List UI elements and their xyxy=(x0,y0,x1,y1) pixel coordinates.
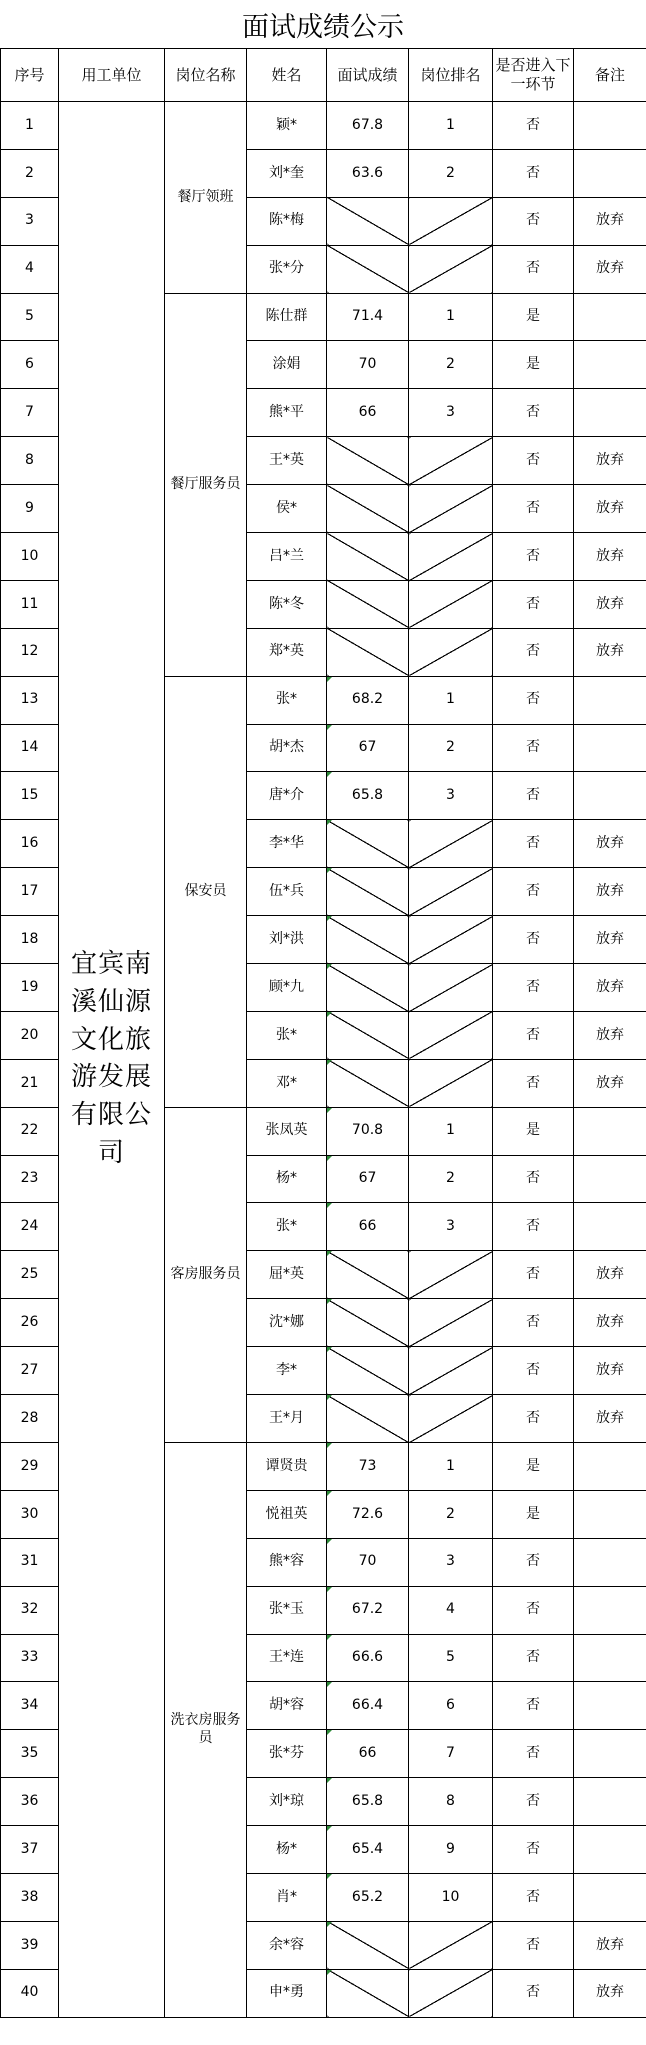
cell-score: 70 xyxy=(327,341,409,389)
cell-no: 39 xyxy=(1,1921,59,1969)
cell-next-step: 否 xyxy=(493,1538,574,1586)
cell-name: 胡*杰 xyxy=(247,724,327,772)
cell-next-step: 否 xyxy=(493,1059,574,1107)
cell-next-step: 否 xyxy=(493,149,574,197)
cell-note xyxy=(574,1442,646,1490)
cell-name: 张*玉 xyxy=(247,1586,327,1634)
cell-score xyxy=(327,437,409,485)
cell-name: 张* xyxy=(247,676,327,724)
cell-no: 5 xyxy=(1,293,59,341)
cell-no: 11 xyxy=(1,580,59,628)
cell-score xyxy=(327,1921,409,1969)
cell-rank xyxy=(409,1969,493,2017)
cell-score: 67 xyxy=(327,1155,409,1203)
cell-next-step: 否 xyxy=(493,1969,574,2017)
cell-score: 66 xyxy=(327,1203,409,1251)
cell-rank: 7 xyxy=(409,1730,493,1778)
cell-next-step: 是 xyxy=(493,341,574,389)
results-table xyxy=(0,48,646,2018)
cell-no: 16 xyxy=(1,820,59,868)
cell-no: 25 xyxy=(1,1251,59,1299)
cell-no: 35 xyxy=(1,1730,59,1778)
cell-rank: 3 xyxy=(409,772,493,820)
cell-score: 66.6 xyxy=(327,1634,409,1682)
cell-next-step: 否 xyxy=(493,102,574,150)
cell-next-step: 否 xyxy=(493,1011,574,1059)
header-unit: 用工单位 xyxy=(59,49,165,102)
cell-unit: 宜宾南溪仙源文化旅游发展有限公司 xyxy=(59,102,165,2018)
header-no: 序号 xyxy=(1,49,59,102)
cell-next-step: 否 xyxy=(493,1251,574,1299)
cell-no: 23 xyxy=(1,1155,59,1203)
cell-score: 65.8 xyxy=(327,1778,409,1826)
cell-score xyxy=(327,533,409,581)
cell-note: 放弃 xyxy=(574,1299,646,1347)
cell-note: 放弃 xyxy=(574,1011,646,1059)
cell-note xyxy=(574,149,646,197)
cell-name: 悦祖英 xyxy=(247,1490,327,1538)
cell-note: 放弃 xyxy=(574,628,646,676)
cell-name: 郑*英 xyxy=(247,628,327,676)
cell-no: 12 xyxy=(1,628,59,676)
header-score: 面试成绩 xyxy=(327,49,409,102)
cell-score: 70.8 xyxy=(327,1107,409,1155)
cell-name: 余*容 xyxy=(247,1921,327,1969)
cell-next-step: 否 xyxy=(493,245,574,293)
cell-score: 65.2 xyxy=(327,1873,409,1921)
cell-note: 放弃 xyxy=(574,916,646,964)
cell-no: 18 xyxy=(1,916,59,964)
cell-score: 68.2 xyxy=(327,676,409,724)
cell-rank: 2 xyxy=(409,724,493,772)
cell-rank: 1 xyxy=(409,293,493,341)
cell-next-step: 否 xyxy=(493,1682,574,1730)
cell-name: 杨* xyxy=(247,1155,327,1203)
cell-score xyxy=(327,197,409,245)
cell-rank: 1 xyxy=(409,676,493,724)
cell-next-step: 否 xyxy=(493,1921,574,1969)
cell-next-step: 是 xyxy=(493,293,574,341)
cell-name: 邓* xyxy=(247,1059,327,1107)
cell-score xyxy=(327,245,409,293)
cell-score xyxy=(327,1059,409,1107)
cell-name: 王*月 xyxy=(247,1395,327,1443)
cell-no: 9 xyxy=(1,485,59,533)
cell-name: 陈*冬 xyxy=(247,580,327,628)
cell-score: 65.8 xyxy=(327,772,409,820)
cell-rank: 2 xyxy=(409,1155,493,1203)
cell-note xyxy=(574,1490,646,1538)
cell-name: 刘*奎 xyxy=(247,149,327,197)
cell-name: 屈*英 xyxy=(247,1251,327,1299)
cell-position: 餐厅服务员 xyxy=(165,293,247,676)
cell-name: 张*分 xyxy=(247,245,327,293)
cell-note: 放弃 xyxy=(574,485,646,533)
cell-name: 申*勇 xyxy=(247,1969,327,2017)
cell-next-step: 否 xyxy=(493,1155,574,1203)
cell-no: 29 xyxy=(1,1442,59,1490)
cell-no: 14 xyxy=(1,724,59,772)
cell-score xyxy=(327,580,409,628)
cell-no: 13 xyxy=(1,676,59,724)
cell-score: 67 xyxy=(327,724,409,772)
cell-no: 3 xyxy=(1,197,59,245)
cell-next-step: 否 xyxy=(493,485,574,533)
cell-note: 放弃 xyxy=(574,1395,646,1443)
cell-score xyxy=(327,1299,409,1347)
cell-no: 6 xyxy=(1,341,59,389)
cell-rank xyxy=(409,916,493,964)
cell-rank xyxy=(409,1251,493,1299)
cell-no: 30 xyxy=(1,1490,59,1538)
cell-note: 放弃 xyxy=(574,1969,646,2017)
cell-name: 刘*洪 xyxy=(247,916,327,964)
cell-rank: 4 xyxy=(409,1586,493,1634)
cell-score: 65.4 xyxy=(327,1826,409,1874)
cell-no: 36 xyxy=(1,1778,59,1826)
cell-no: 21 xyxy=(1,1059,59,1107)
cell-name: 吕*兰 xyxy=(247,533,327,581)
cell-note: 放弃 xyxy=(574,1251,646,1299)
cell-note: 放弃 xyxy=(574,437,646,485)
cell-name: 杨* xyxy=(247,1826,327,1874)
cell-rank: 10 xyxy=(409,1873,493,1921)
cell-score xyxy=(327,1347,409,1395)
cell-next-step: 否 xyxy=(493,197,574,245)
cell-note: 放弃 xyxy=(574,1059,646,1107)
header-position: 岗位名称 xyxy=(165,49,247,102)
cell-no: 40 xyxy=(1,1969,59,2017)
cell-rank: 2 xyxy=(409,1490,493,1538)
cell-no: 17 xyxy=(1,868,59,916)
cell-name: 张* xyxy=(247,1011,327,1059)
cell-rank xyxy=(409,580,493,628)
table-body xyxy=(1,102,646,2018)
cell-next-step: 否 xyxy=(493,820,574,868)
cell-next-step: 是 xyxy=(493,1490,574,1538)
cell-score xyxy=(327,1011,409,1059)
cell-score: 66 xyxy=(327,389,409,437)
cell-note xyxy=(574,389,646,437)
cell-rank: 1 xyxy=(409,102,493,150)
cell-name: 王*连 xyxy=(247,1634,327,1682)
cell-name: 颖* xyxy=(247,102,327,150)
cell-score: 70 xyxy=(327,1538,409,1586)
cell-score: 66.4 xyxy=(327,1682,409,1730)
cell-rank: 1 xyxy=(409,1107,493,1155)
cell-no: 10 xyxy=(1,533,59,581)
cell-score xyxy=(327,820,409,868)
cell-no: 4 xyxy=(1,245,59,293)
cell-name: 顾*九 xyxy=(247,964,327,1012)
cell-name: 沈*娜 xyxy=(247,1299,327,1347)
cell-score: 66 xyxy=(327,1730,409,1778)
cell-rank xyxy=(409,1011,493,1059)
cell-name: 张*芬 xyxy=(247,1730,327,1778)
cell-no: 2 xyxy=(1,149,59,197)
cell-next-step: 否 xyxy=(493,1586,574,1634)
cell-name: 王*英 xyxy=(247,437,327,485)
cell-note xyxy=(574,1586,646,1634)
cell-rank xyxy=(409,533,493,581)
cell-note xyxy=(574,102,646,150)
cell-name: 伍*兵 xyxy=(247,868,327,916)
cell-no: 28 xyxy=(1,1395,59,1443)
cell-next-step: 否 xyxy=(493,437,574,485)
cell-next-step: 否 xyxy=(493,1299,574,1347)
cell-note: 放弃 xyxy=(574,868,646,916)
cell-next-step: 否 xyxy=(493,772,574,820)
cell-score: 73 xyxy=(327,1442,409,1490)
cell-score: 71.4 xyxy=(327,293,409,341)
cell-note xyxy=(574,1538,646,1586)
cell-rank: 3 xyxy=(409,1203,493,1251)
cell-no: 27 xyxy=(1,1347,59,1395)
cell-no: 37 xyxy=(1,1826,59,1874)
cell-no: 1 xyxy=(1,102,59,150)
cell-no: 24 xyxy=(1,1203,59,1251)
cell-name: 陈*梅 xyxy=(247,197,327,245)
cell-rank xyxy=(409,1395,493,1443)
cell-note: 放弃 xyxy=(574,533,646,581)
cell-next-step: 否 xyxy=(493,1634,574,1682)
cell-rank xyxy=(409,868,493,916)
cell-position: 保安员 xyxy=(165,676,247,1107)
cell-score xyxy=(327,916,409,964)
cell-name: 李* xyxy=(247,1347,327,1395)
cell-rank xyxy=(409,1347,493,1395)
cell-no: 34 xyxy=(1,1682,59,1730)
cell-rank: 5 xyxy=(409,1634,493,1682)
cell-name: 陈仕群 xyxy=(247,293,327,341)
cell-score xyxy=(327,628,409,676)
cell-note: 放弃 xyxy=(574,1347,646,1395)
cell-note: 放弃 xyxy=(574,245,646,293)
cell-position: 客房服务员 xyxy=(165,1107,247,1442)
header-note: 备注 xyxy=(574,49,646,102)
cell-note xyxy=(574,1107,646,1155)
cell-no: 7 xyxy=(1,389,59,437)
cell-no: 15 xyxy=(1,772,59,820)
header-row xyxy=(1,49,646,102)
cell-note: 放弃 xyxy=(574,1921,646,1969)
cell-name: 唐*介 xyxy=(247,772,327,820)
cell-rank xyxy=(409,628,493,676)
cell-score: 72.6 xyxy=(327,1490,409,1538)
cell-name: 肖* xyxy=(247,1873,327,1921)
cell-no: 33 xyxy=(1,1634,59,1682)
cell-note xyxy=(574,293,646,341)
cell-note xyxy=(574,724,646,772)
cell-note: 放弃 xyxy=(574,964,646,1012)
cell-score xyxy=(327,1969,409,2017)
cell-next-step: 否 xyxy=(493,676,574,724)
cell-no: 32 xyxy=(1,1586,59,1634)
cell-next-step: 否 xyxy=(493,389,574,437)
cell-next-step: 否 xyxy=(493,1778,574,1826)
cell-score xyxy=(327,868,409,916)
cell-next-step: 是 xyxy=(493,1107,574,1155)
header-name: 姓名 xyxy=(247,49,327,102)
cell-next-step: 否 xyxy=(493,1347,574,1395)
cell-next-step: 否 xyxy=(493,533,574,581)
cell-rank xyxy=(409,820,493,868)
cell-rank xyxy=(409,1921,493,1969)
cell-name: 胡*容 xyxy=(247,1682,327,1730)
cell-note xyxy=(574,1826,646,1874)
table-row xyxy=(1,102,646,150)
cell-name: 谭贤贵 xyxy=(247,1442,327,1490)
cell-rank: 8 xyxy=(409,1778,493,1826)
cell-rank xyxy=(409,964,493,1012)
cell-next-step: 否 xyxy=(493,724,574,772)
cell-rank xyxy=(409,245,493,293)
cell-no: 38 xyxy=(1,1873,59,1921)
cell-rank: 1 xyxy=(409,1442,493,1490)
cell-name: 涂娟 xyxy=(247,341,327,389)
cell-note xyxy=(574,1203,646,1251)
cell-next-step: 是 xyxy=(493,1442,574,1490)
cell-position: 洗衣房服务员 xyxy=(165,1442,247,2017)
cell-no: 20 xyxy=(1,1011,59,1059)
cell-next-step: 否 xyxy=(493,1873,574,1921)
cell-score xyxy=(327,964,409,1012)
cell-no: 31 xyxy=(1,1538,59,1586)
cell-note xyxy=(574,1155,646,1203)
cell-note xyxy=(574,1730,646,1778)
cell-rank: 2 xyxy=(409,149,493,197)
cell-score: 67.8 xyxy=(327,102,409,150)
cell-rank xyxy=(409,1299,493,1347)
cell-note xyxy=(574,1873,646,1921)
cell-score xyxy=(327,485,409,533)
cell-next-step: 否 xyxy=(493,580,574,628)
cell-no: 19 xyxy=(1,964,59,1012)
cell-no: 26 xyxy=(1,1299,59,1347)
cell-note: 放弃 xyxy=(574,197,646,245)
cell-rank xyxy=(409,197,493,245)
cell-next-step: 否 xyxy=(493,1826,574,1874)
cell-next-step: 否 xyxy=(493,868,574,916)
cell-rank: 6 xyxy=(409,1682,493,1730)
cell-position: 餐厅领班 xyxy=(165,102,247,294)
header-next-step: 是否进入下一环节 xyxy=(493,49,574,102)
page-title: 面试成绩公示 xyxy=(242,11,404,43)
cell-rank xyxy=(409,437,493,485)
cell-note xyxy=(574,341,646,389)
cell-rank xyxy=(409,485,493,533)
cell-next-step: 否 xyxy=(493,1730,574,1778)
cell-next-step: 否 xyxy=(493,628,574,676)
cell-rank: 3 xyxy=(409,389,493,437)
cell-rank xyxy=(409,1059,493,1107)
cell-score: 63.6 xyxy=(327,149,409,197)
cell-note: 放弃 xyxy=(574,820,646,868)
cell-name: 侯* xyxy=(247,485,327,533)
cell-score: 67.2 xyxy=(327,1586,409,1634)
cell-next-step: 否 xyxy=(493,916,574,964)
cell-note: 放弃 xyxy=(574,580,646,628)
cell-name: 刘*琼 xyxy=(247,1778,327,1826)
cell-rank: 3 xyxy=(409,1538,493,1586)
cell-score xyxy=(327,1395,409,1443)
cell-rank: 2 xyxy=(409,341,493,389)
cell-no: 22 xyxy=(1,1107,59,1155)
cell-next-step: 否 xyxy=(493,1203,574,1251)
cell-name: 张* xyxy=(247,1203,327,1251)
header-rank: 岗位排名 xyxy=(409,49,493,102)
cell-next-step: 否 xyxy=(493,964,574,1012)
cell-score xyxy=(327,1251,409,1299)
cell-next-step: 否 xyxy=(493,1395,574,1443)
cell-note xyxy=(574,1778,646,1826)
cell-note xyxy=(574,1634,646,1682)
cell-note xyxy=(574,772,646,820)
cell-name: 熊*容 xyxy=(247,1538,327,1586)
cell-name: 熊*平 xyxy=(247,389,327,437)
cell-no: 8 xyxy=(1,437,59,485)
cell-note xyxy=(574,1682,646,1730)
cell-note xyxy=(574,676,646,724)
cell-rank: 9 xyxy=(409,1826,493,1874)
cell-name: 张凤英 xyxy=(247,1107,327,1155)
cell-name: 李*华 xyxy=(247,820,327,868)
